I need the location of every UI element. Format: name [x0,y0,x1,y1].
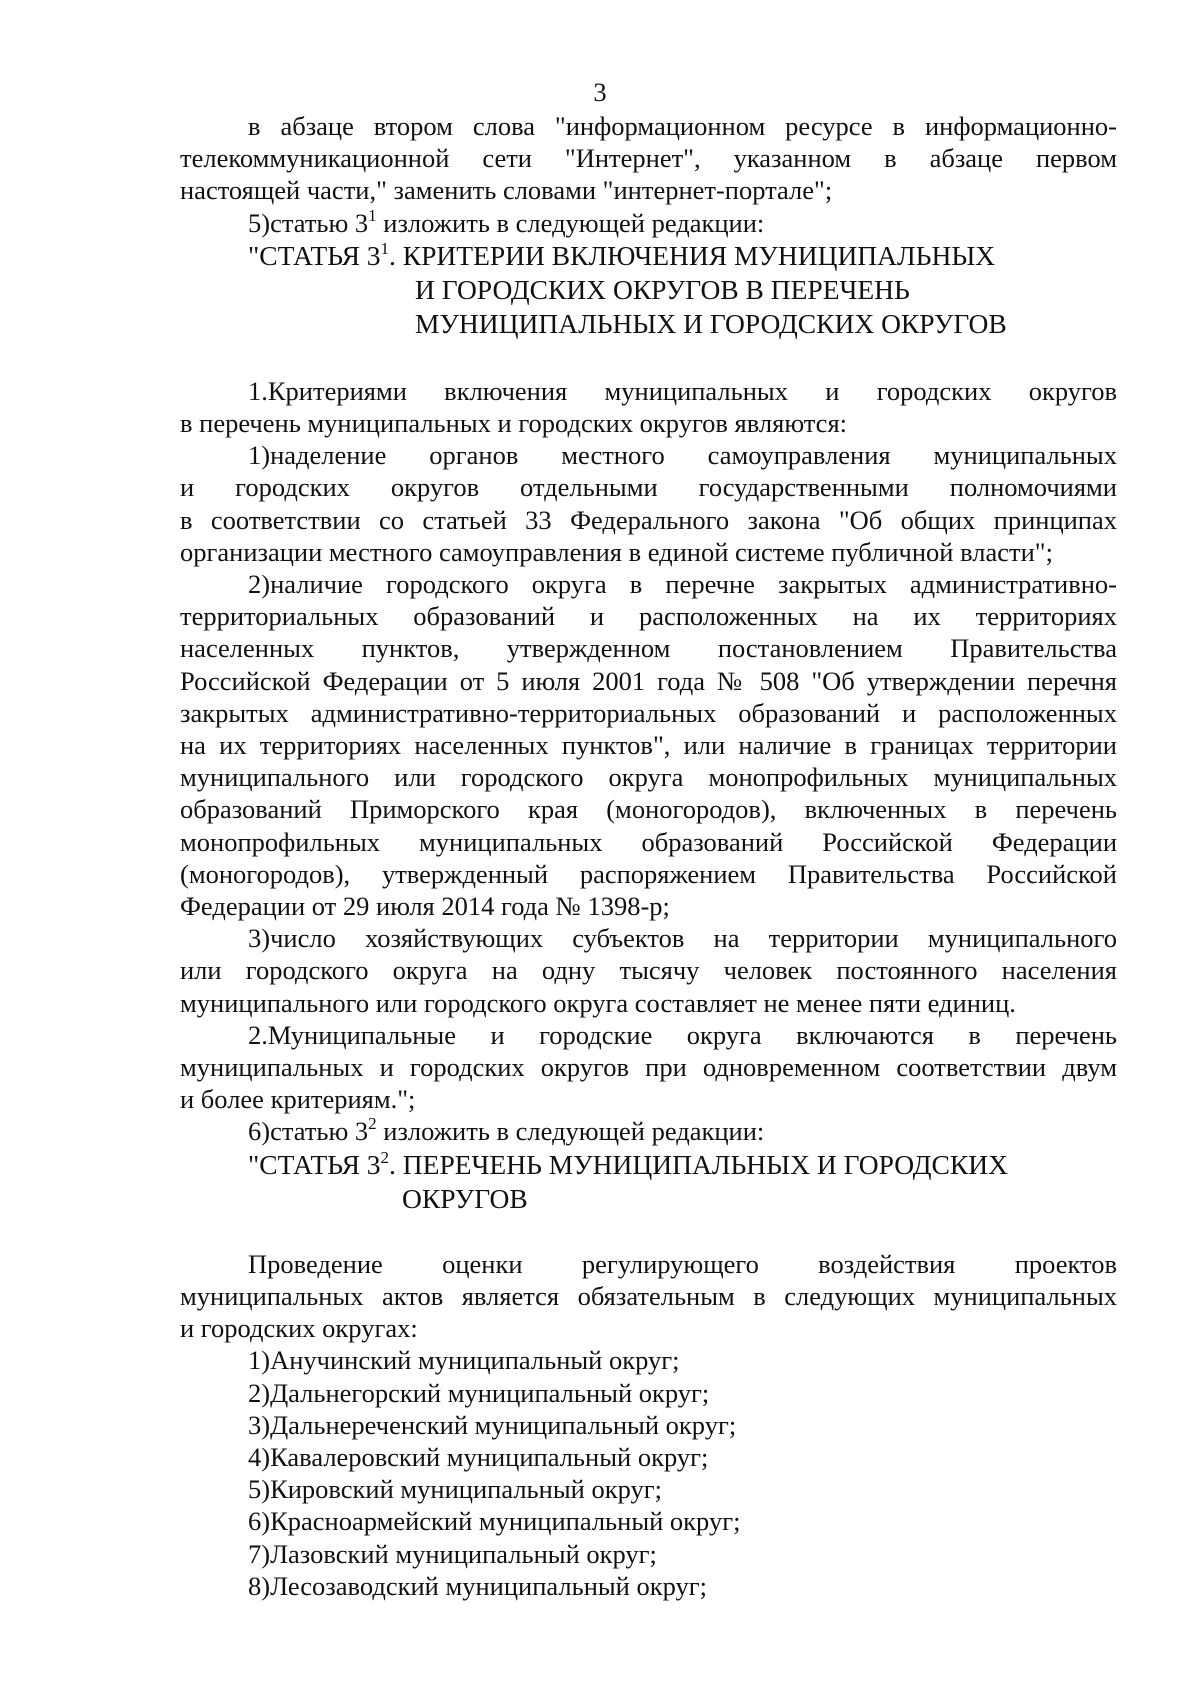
list-item: 4)Кавалеровский муниципальный округ; [248,1441,709,1472]
paragraph-line: и городских округов отдельными государственными полномочиями [180,472,1117,503]
paragraph-line: закрытых административно-территориальных образований и расположенных [180,697,1117,728]
text-span: "СТАТЬЯ 3 [248,239,381,271]
superscript: 1 [380,238,390,258]
paragraph-line: на их территориях населенных пунктов", или наличие в границах территории [180,730,1117,761]
list-item: 6)Красноармейский муниципальный округ; [248,1506,741,1537]
text-span: изложить в следующей редакции: [376,207,765,238]
text-span: изложить в следующей редакции: [376,1116,765,1147]
text-span: . КРИТЕРИИ ВКЛЮЧЕНИЯ МУНИЦИПАЛЬНЫХ [389,239,996,271]
list-item: 2)Дальнегорский муниципальный округ; [248,1377,710,1408]
list-item: 7)Лазовский муниципальный округ; [248,1538,657,1569]
paragraph-line: и городских округах: [180,1313,418,1344]
list-item: 8)Лесозаводский муниципальный округ; [248,1570,707,1601]
amendment-item-6 [180,1115,1117,1147]
paragraph-line: 2.Муниципальные и городские округа включаются в перечень [248,1019,1117,1050]
text-span: 6)статью 3 [248,1116,369,1147]
paragraph-line: в перечень муниципальных и городских округов являются: [180,408,847,439]
text-span: "СТАТЬЯ 3 [248,1148,381,1180]
article-heading-3-2 [248,1148,1117,1182]
paragraph-line: 2)наличие городского округа в перечне закрытых административно- [248,569,1117,600]
paragraph-line: настоящей части," заменить словами "интернет-портале"; [180,175,833,206]
document-body [180,110,1117,1602]
paragraph-line: или городского округа на одну тысячу человек постоянного населения [180,955,1117,986]
paragraph-line: организации местного самоуправления в единой системе публичной власти"; [180,536,1053,567]
article-heading-line: ОКРУГОВ [402,1182,528,1214]
list-item: 3)Дальнереченский муниципальный округ; [248,1409,737,1440]
paragraph-line: Федерации от 29 июля 2014 года № 1398-р; [180,891,670,922]
paragraph-line: 1)наделение органов местного самоуправления муниципальных [248,440,1117,471]
paragraph-line: Проведение оценки регулирующего воздействия проектов [248,1248,1117,1279]
article-heading-line: И ГОРОДСКИХ ОКРУГОВ В ПЕРЕЧЕНЬ [415,273,910,305]
paragraph-line: муниципального или городского округа составляет не менее пяти единиц. [180,987,1016,1018]
article-heading-line: МУНИЦИПАЛЬНЫХ И ГОРОДСКИХ ОКРУГОВ [415,307,1007,339]
paragraph-line: территориальных образований и расположенных на их территориях [180,601,1117,632]
paragraph-line: муниципальных и городских округов при одновременном соответствии двум [180,1052,1117,1083]
superscript: 2 [368,1114,377,1134]
spacer [180,341,1117,375]
text-span: . ПЕРЕЧЕНЬ МУНИЦИПАЛЬНЫХ И ГОРОДСКИХ [389,1148,1008,1180]
paragraph-line: муниципальных актов является обязательным в следующих муниципальных [180,1280,1117,1311]
article-heading-3-1 [248,239,1117,273]
paragraph-line: Российской Федерации от 5 июля 2001 года № 508 "Об утверждении перечня [180,665,1117,696]
list-item: 5)Кировский муниципальный округ; [248,1474,662,1505]
paragraph-line: монопрофильных муниципальных образований Российской Федерации [180,826,1117,857]
amendment-item-5 [180,207,1117,239]
paragraph-line: телекоммуникационной сети "Интернет", указанном в абзаце первом [180,143,1117,174]
paragraph-line: образований Приморского края (моногородов), включенных в перечень [180,794,1117,825]
paragraph-line: 3)число хозяйствующих субъектов на территории муниципального [248,923,1117,954]
text-span: 5)статью 3 [248,207,369,238]
paragraph-line: населенных пунктов, утвержденном постановлением Правительства [180,633,1117,664]
list-item: 1)Анучинский муниципальный округ; [248,1345,680,1376]
paragraph-line: в абзаце втором слова "информационном ресурсе в информационно- [248,111,1117,141]
paragraph-line: муниципального или городского округа монопрофильных муниципальных [180,762,1117,793]
superscript: 2 [380,1147,390,1167]
spacer [180,1216,1117,1248]
page-number: 3 [593,77,607,107]
municipal-list [180,1344,1117,1602]
superscript: 1 [368,205,377,225]
paragraph-line: 1.Критериями включения муниципальных и городских округов [248,375,1117,406]
paragraph-line: в соответствии со статьей 33 Федерального закона "Об общих принципах [180,504,1117,535]
paragraph-line: и более критериям."; [180,1084,416,1115]
paragraph-line: (моногородов), утвержденный распоряжением Правительства Российской [180,858,1117,889]
